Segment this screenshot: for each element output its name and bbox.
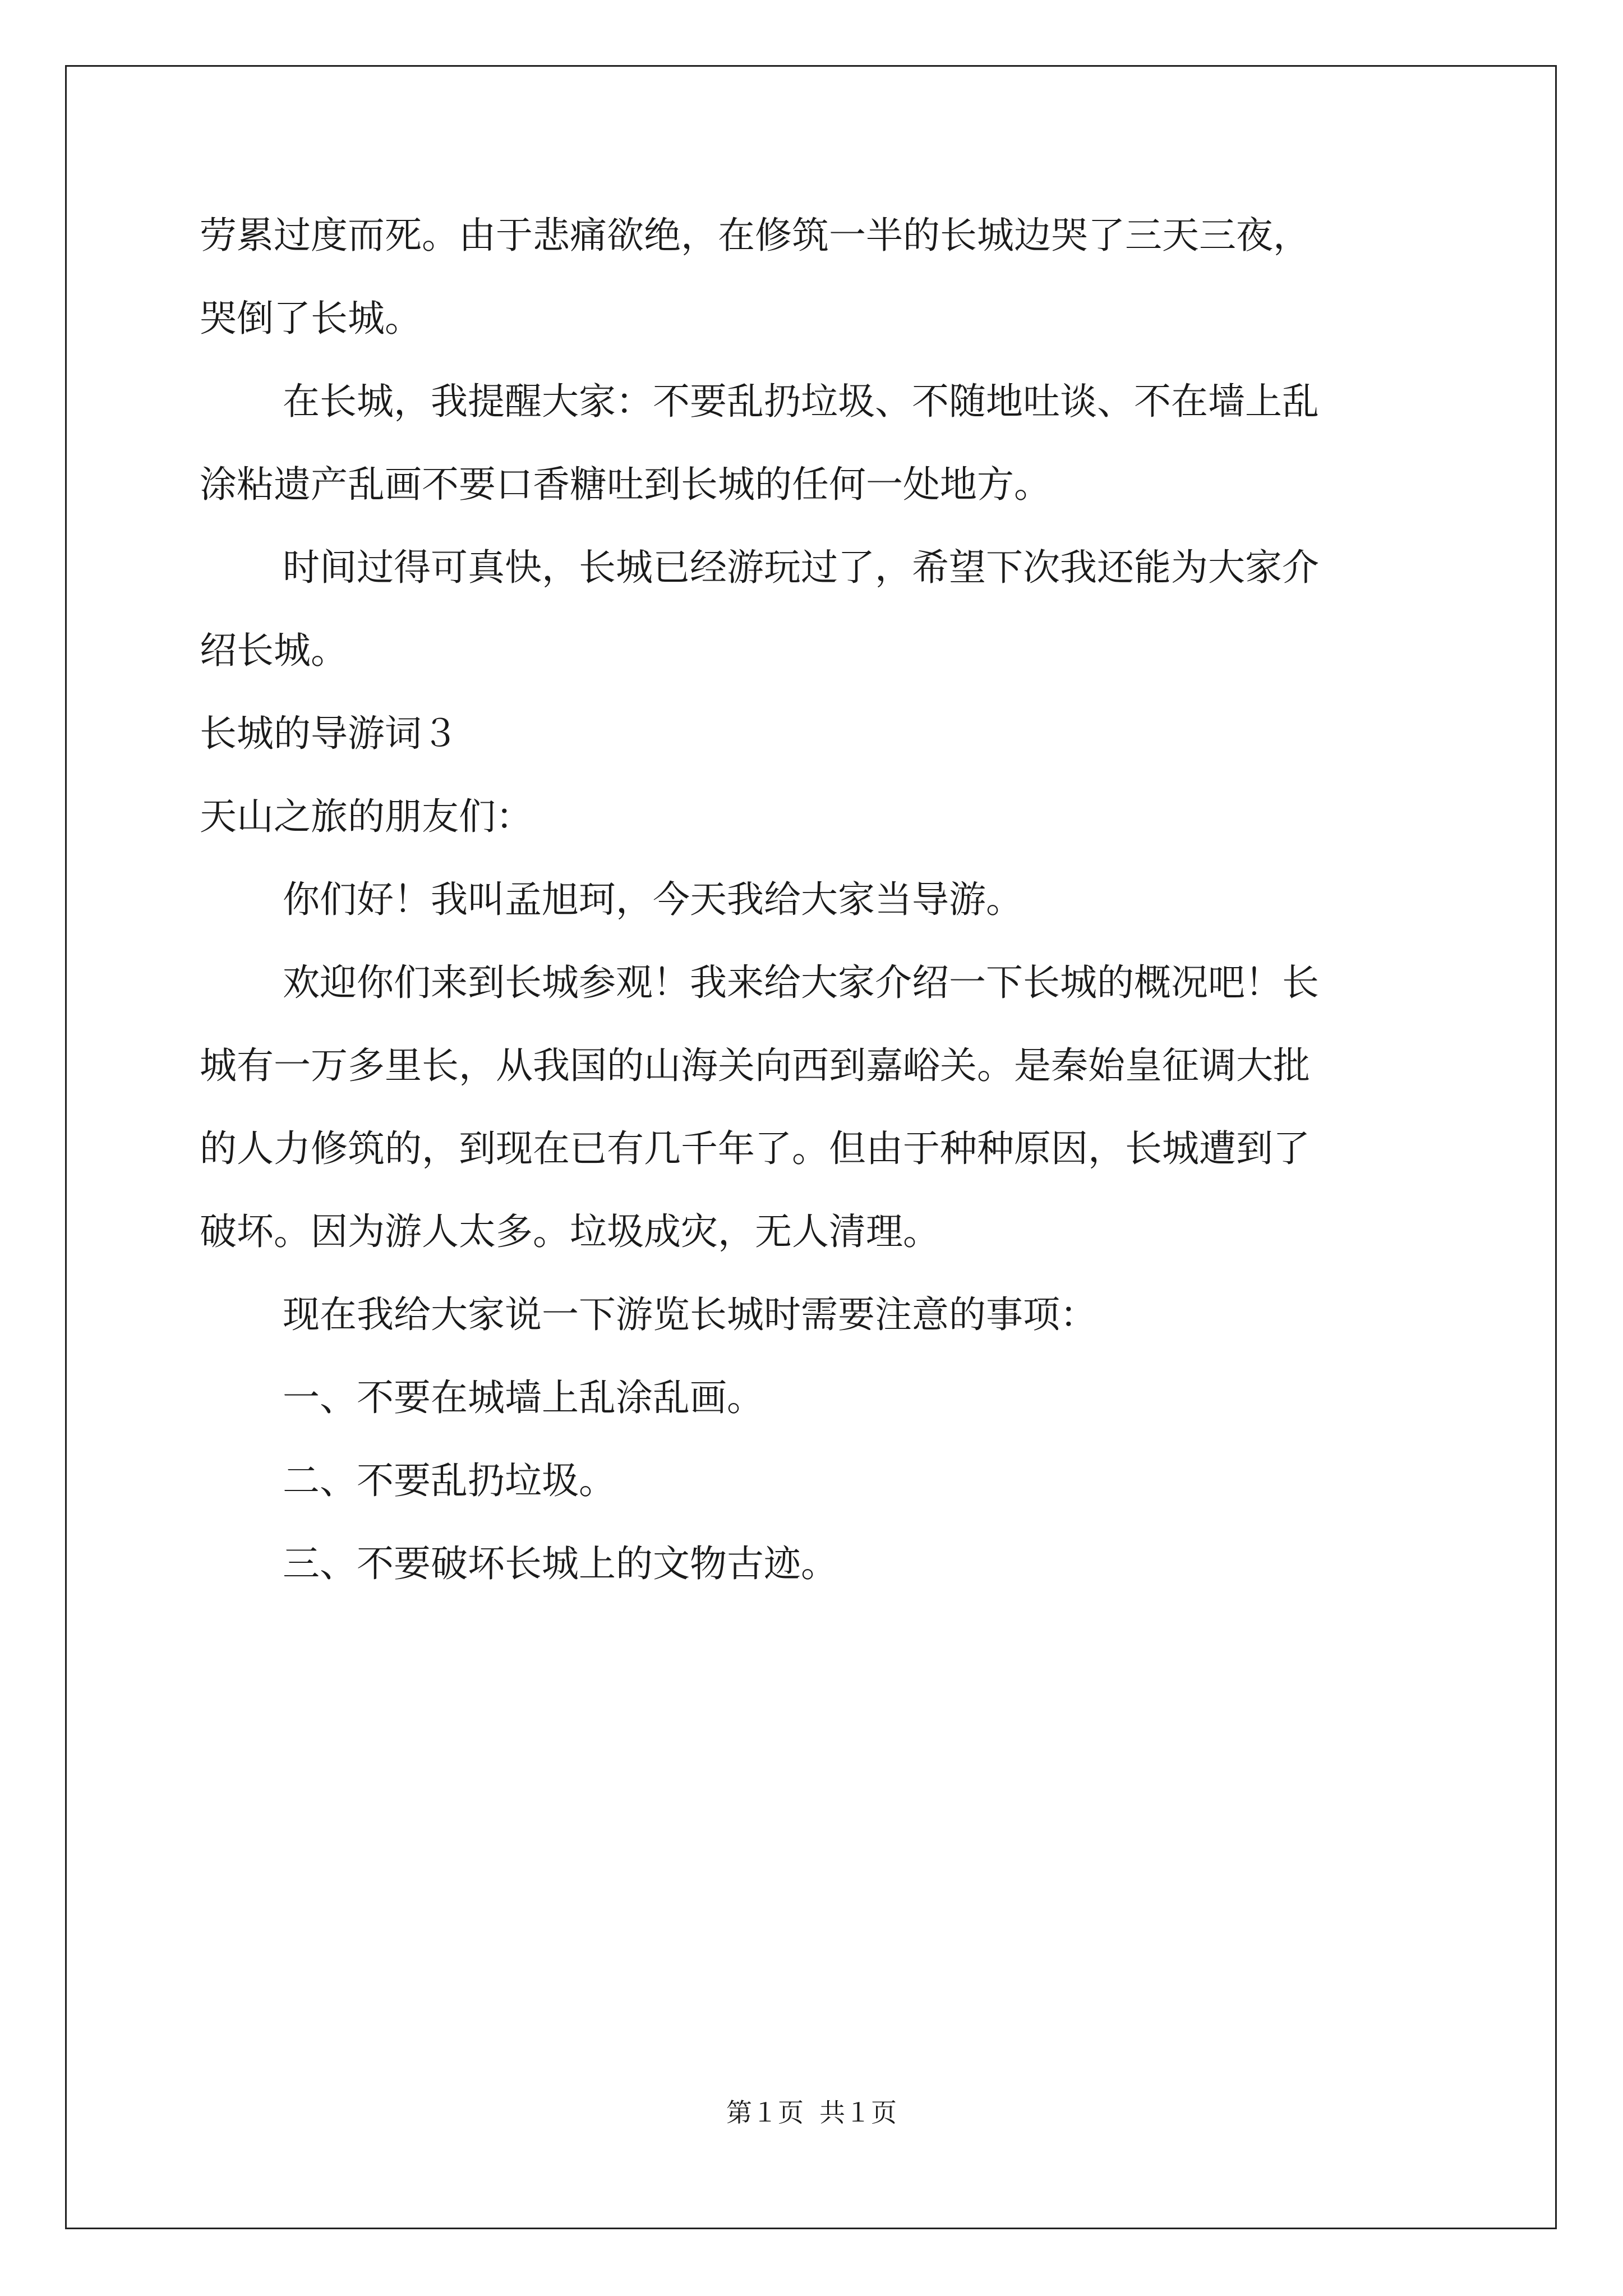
text-line: 欢迎你们来到长城参观！我来给大家介绍一下长城的概况吧！长 <box>283 961 1319 1004</box>
text-line: 哭倒了长城。 <box>200 297 422 340</box>
list-item: 三、不要破坏长城上的文物古迹。 <box>283 1542 838 1585</box>
text-line: 时间过得可真快，长城已经游玩过了，希望下次我还能为大家介 <box>283 546 1319 589</box>
text-line: 绍长城。 <box>200 629 348 672</box>
text-line: 城有一万多里长，从我国的山海关向西到嘉峪关。是秦始皇征调大批 <box>200 1044 1310 1087</box>
page-total: 共１页 <box>819 2097 897 2128</box>
text-line: 涂粘遗产乱画不要口香糖吐到长城的任何一处地方。 <box>200 463 1051 506</box>
text-line: 天山之旅的朋友们： <box>200 795 533 838</box>
text-line: 劳累过度而死。由于悲痛欲绝，在修筑一半的长城边哭了三天三夜， <box>200 214 1310 257</box>
list-item: 一、不要在城墙上乱涂乱画。 <box>283 1376 764 1419</box>
text-line: 你们好！我叫孟旭珂，今天我给大家当导游。 <box>283 878 1023 921</box>
text-line: 破坏。因为游人太多。垃圾成灾，无人清理。 <box>200 1210 940 1253</box>
text-line: 在长城，我提醒大家：不要乱扔垃圾、不随地吐谈、不在墙上乱 <box>283 380 1319 423</box>
text-line: 现在我给大家说一下游览长城时需要注意的事项： <box>283 1293 1097 1336</box>
text-line: 的人力修筑的，到现在已有几千年了。但由于种种原因，长城遭到了 <box>200 1127 1310 1170</box>
section-title: 长城的导游词３ <box>200 712 459 755</box>
list-item: 二、不要乱扔垃圾。 <box>283 1459 616 1502</box>
page-number: 第１页 <box>726 2097 804 2128</box>
page-footer <box>0 2097 1623 2128</box>
